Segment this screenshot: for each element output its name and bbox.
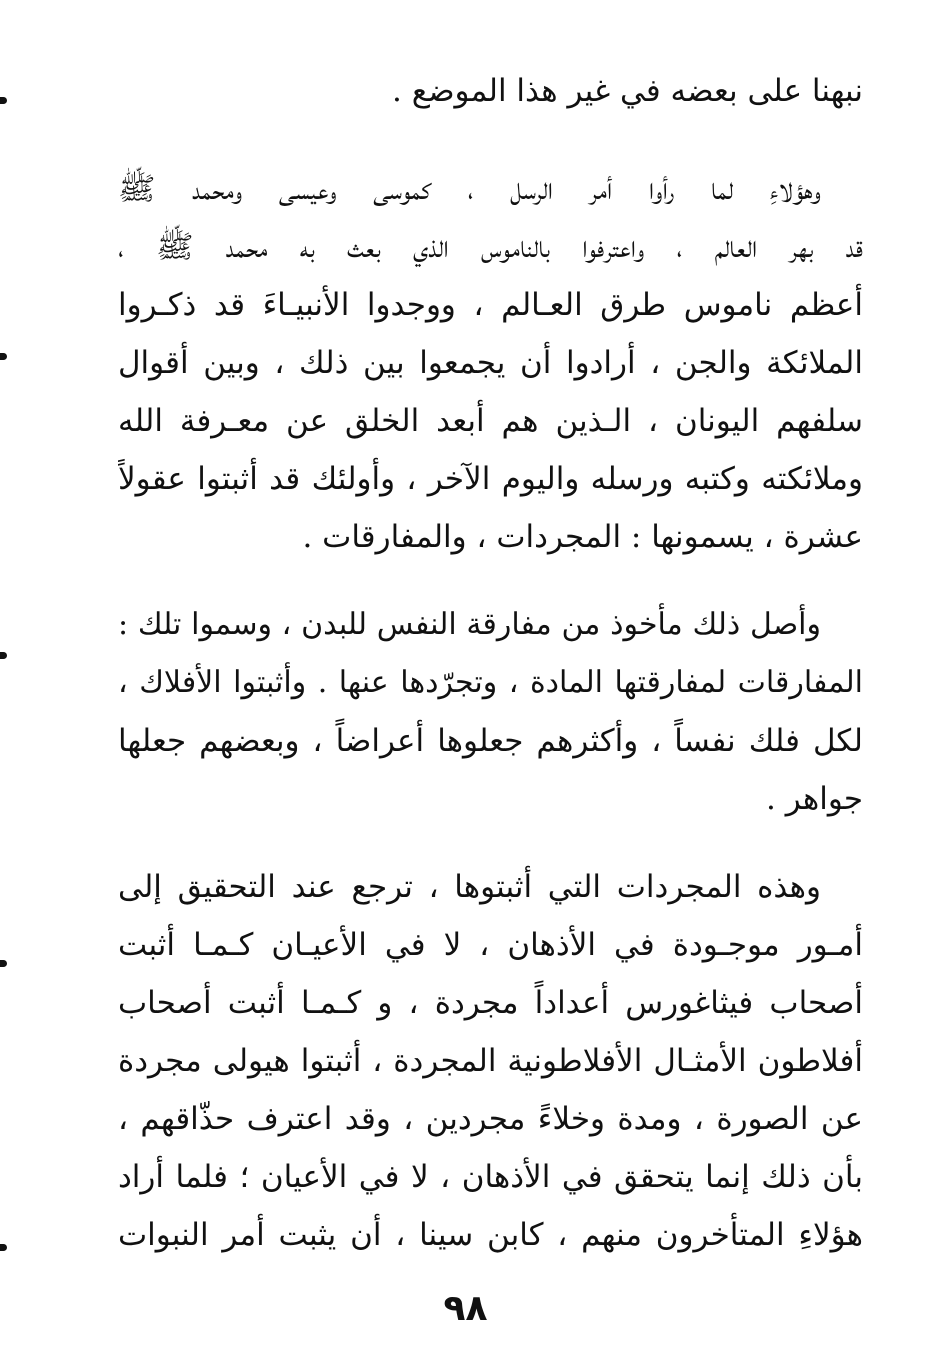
text-line: لكل فلك نفساً ، وأكثرهم جعلوها أعراضاً ، وبعضهم جعلها xyxy=(118,723,863,759)
text-line: وملائكته وكتبه ورسله واليوم الآخر ، وأولئك قد أثبتوا عقولاً xyxy=(118,461,863,497)
text-line: نبهنا على بعضه في غير هذا الموضع . xyxy=(392,73,863,109)
margin-mark xyxy=(0,960,7,967)
page-number: ٩٨ xyxy=(443,1288,488,1329)
text-line: هؤلاءِ المتأخرون منهم ، كابن سينا ، أن يثبت أمر النبوات xyxy=(118,1217,863,1253)
paragraph-3 xyxy=(118,596,863,828)
text-line: الملائكة والجن ، أرادوا أن يجمعوا بين ذلك ، وبين أقوال xyxy=(118,345,863,381)
paragraph-4 xyxy=(118,858,863,1264)
text-line: سلفهم اليونان ، الـذين هم أبعد الخلق عن معـرفة الله xyxy=(118,403,863,439)
text-line: جواهر . xyxy=(766,781,863,817)
margin-mark xyxy=(0,652,7,659)
text-line: بأن ذلك إنما يتحقق في الأذهان ، لا في الأعيان ؛ فلما أراد xyxy=(118,1159,863,1195)
text-line: عشرة ، يسمونها : المجردات ، والمفارقات . xyxy=(302,519,863,555)
text-line: أمـور موجـودة في الأذهان ، لا في الأعيـان كـمـا أثبت xyxy=(118,927,863,963)
paragraph-2 xyxy=(118,160,863,566)
text-line: وهذه المجردات التي أثبتوها ، ترجع عند التحقيق إلى xyxy=(118,869,821,905)
text-line: المفارقات لمفارقتها المادة ، وتجرّدها عنها . وأثبتوا الأفلاك ، xyxy=(118,665,863,700)
text-line: وأصل ذلك مأخوذ من مفارقة النفس للبدن ، وسموا تلك : xyxy=(118,607,821,642)
text-line: عن الصورة ، ومدة وخلاءً مجردين ، وقد اعترف حذّاقهم ، xyxy=(118,1101,863,1137)
margin-mark xyxy=(0,1244,7,1251)
text-line: قد بهر العالم ، واعترفوا بالناموس الذي بعث به محمد ﷺ ، xyxy=(118,229,863,265)
text-line: أعظم ناموس طرق العـالم ، ووجدوا الأنبيـاءَ قد ذكـروا xyxy=(118,287,863,323)
text-line: وهؤلاءِ لما رأوا أمر الرسل ، كموسى وعيسى ومحمد ﷺ xyxy=(118,171,821,207)
text-line: أفلاطون الأمثـال الأفلاطونية المجردة ، أثبتوا هيولى مجردة xyxy=(118,1043,863,1079)
margin-mark xyxy=(0,97,7,104)
text-line: أصحاب فيثاغورس أعداداً مجردة ، و كـمـا أثبت أصحاب xyxy=(118,985,863,1021)
paragraph-1 xyxy=(118,62,863,120)
margin-mark xyxy=(0,353,7,360)
